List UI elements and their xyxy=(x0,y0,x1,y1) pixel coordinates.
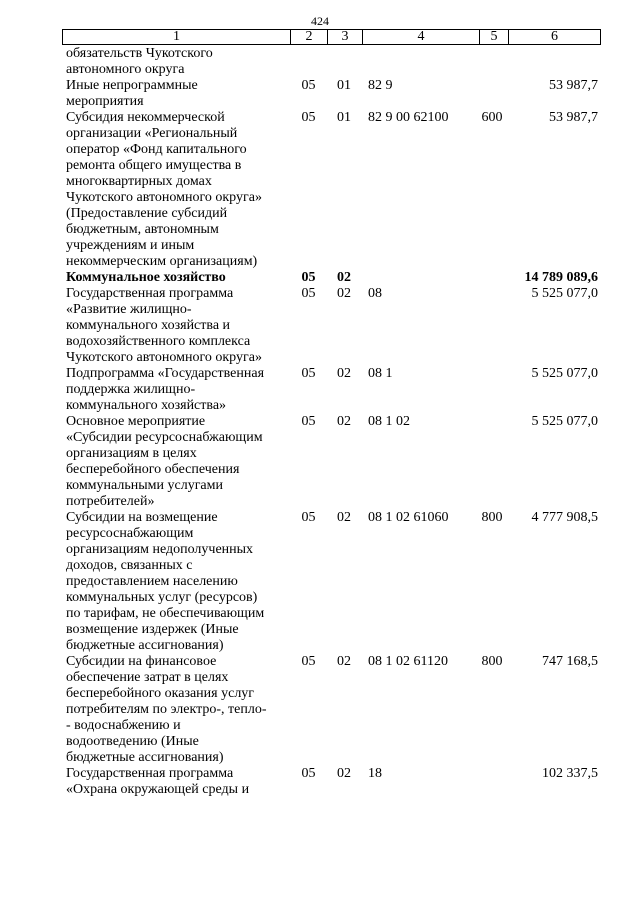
row-name-line: Коммунальное хозяйство xyxy=(66,270,226,285)
subsection-code: 02 xyxy=(337,366,351,381)
column-header-6: 6 xyxy=(551,29,558,44)
row-name-line: Субсидии на возмещение xyxy=(66,510,218,525)
column-header-3: 3 xyxy=(328,30,363,44)
table-row xyxy=(0,414,640,510)
target-article-code xyxy=(361,46,478,78)
target-article-code: 18 xyxy=(368,766,382,781)
amount: 102 337,5 xyxy=(542,766,598,781)
row-name-line: Субсидии на финансовое xyxy=(66,654,217,669)
section-code: 05 xyxy=(301,286,316,301)
row-name-line: организациям в целях xyxy=(66,446,197,461)
row-name-line: некоммерческим организациям) xyxy=(66,254,258,269)
row-name-cell xyxy=(66,46,290,78)
amount xyxy=(506,46,598,78)
section-code: 05 xyxy=(301,510,316,525)
target-article-code: 08 1 02 61060 xyxy=(368,510,449,525)
row-name-line: «Развитие жилищно- xyxy=(66,302,192,317)
row-name-line: оператор «Фонд капитального xyxy=(66,142,247,157)
subsection-code: 02 xyxy=(337,270,351,285)
row-name-line: доходов, связанных с xyxy=(66,558,193,573)
expense-type-code xyxy=(478,766,506,798)
table-header xyxy=(62,29,601,45)
row-name-cell xyxy=(66,510,290,654)
target-article-code: 82 9 xyxy=(368,78,393,93)
row-name-line: коммунальными услугами xyxy=(66,478,224,493)
amount: 5 525 077,0 xyxy=(531,286,598,301)
row-name-line: водоотведению (Иные xyxy=(66,734,199,749)
row-name-line: учреждениям и иным xyxy=(66,238,195,253)
row-name-line: потребителям по электро-, тепло- xyxy=(66,702,267,717)
subsection-code: 02 xyxy=(337,654,351,669)
target-article-code: 08 1 02 61120 xyxy=(368,654,448,669)
table-row xyxy=(0,46,640,78)
row-name-line: поддержка жилищно- xyxy=(66,382,196,397)
page-number: 424 xyxy=(311,14,329,28)
subsection-code: 02 xyxy=(337,286,351,301)
target-article-code: 08 1 xyxy=(368,366,393,381)
row-name-line: коммунального хозяйства и xyxy=(66,318,231,333)
row-name-line: организации «Региональный xyxy=(66,126,238,141)
row-name-line: ремонта общего имущества в xyxy=(66,158,242,173)
table-body xyxy=(0,46,640,798)
table-row xyxy=(0,766,640,798)
row-name-line: Чукотского автономного округа» xyxy=(66,350,262,365)
amount: 53 987,7 xyxy=(549,78,598,93)
row-name-line: обеспечение затрат в целях xyxy=(66,670,229,685)
section-code xyxy=(290,46,327,78)
row-name-line: Основное мероприятие xyxy=(66,414,206,429)
column-header-2: 2 xyxy=(291,30,328,44)
target-article-code: 82 9 00 62100 xyxy=(368,110,449,125)
amount: 5 525 077,0 xyxy=(531,414,598,429)
section-code: 05 xyxy=(301,766,316,781)
row-name-line: мероприятия xyxy=(66,94,144,109)
table-row xyxy=(0,270,640,286)
row-name-line: бесперебойного оказания услуг xyxy=(66,686,255,701)
amount: 4 777 908,5 xyxy=(531,510,598,525)
row-name-line: Чукотского автономного округа» xyxy=(66,190,262,205)
section-code: 05 xyxy=(301,654,316,669)
expense-type-code xyxy=(478,366,506,414)
row-name-line: предоставлением населению xyxy=(66,574,238,589)
row-name-line: «Субсидии ресурсоснабжающим xyxy=(66,430,263,445)
expense-type-code xyxy=(478,46,506,78)
section-code: 05 xyxy=(301,414,316,429)
amount: 14 789 089,6 xyxy=(524,270,598,285)
section-code: 05 xyxy=(301,78,316,93)
table-row xyxy=(0,78,640,110)
row-name-line: (Предоставление субсидий xyxy=(66,206,228,221)
row-name-line: ресурсоснабжающим xyxy=(66,526,194,541)
row-name-line: Государственная программа xyxy=(66,766,234,781)
column-header-4: 4 xyxy=(363,30,480,44)
expense-type-code: 800 xyxy=(481,654,503,669)
row-name-cell xyxy=(66,414,290,510)
row-name-line: Государственная программа xyxy=(66,286,234,301)
row-name-line: бюджетные ассигнования) xyxy=(66,750,224,765)
row-name-cell xyxy=(66,366,290,414)
table-row xyxy=(0,366,640,414)
table-row xyxy=(0,510,640,654)
row-name-cell xyxy=(66,270,290,286)
row-name-cell xyxy=(66,766,290,798)
row-name-line: многоквартирных домах xyxy=(66,174,212,189)
row-name-line: обязательств Чукотского xyxy=(66,46,213,61)
amount: 5 525 077,0 xyxy=(531,366,598,381)
row-name-cell xyxy=(66,110,290,270)
row-name-line: бюджетные ассигнования) xyxy=(66,638,224,653)
row-name-line: Иные непрограммные xyxy=(66,78,198,93)
subsection-code: 01 xyxy=(337,110,351,125)
row-name-line: бюджетным, автономным xyxy=(66,222,219,237)
row-name-line: коммунальных услуг (ресурсов) xyxy=(66,590,258,605)
column-header-5: 5 xyxy=(480,30,509,44)
table-row xyxy=(0,110,640,270)
expense-type-code xyxy=(478,78,506,110)
row-name-line: водохозяйственного комплекса xyxy=(66,334,251,349)
table-row xyxy=(0,286,640,366)
row-name-cell xyxy=(66,78,290,110)
section-code: 05 xyxy=(301,270,316,285)
row-name-cell xyxy=(66,286,290,366)
row-name-line: возмещение издержек (Иные xyxy=(66,622,239,637)
target-article-code: 08 1 02 xyxy=(368,414,410,429)
amount: 747 168,5 xyxy=(542,654,598,669)
row-name-line: Субсидия некоммерческой xyxy=(66,110,225,125)
row-name-line: потребителей» xyxy=(66,494,155,509)
row-name-line: коммунального хозяйства» xyxy=(66,398,227,413)
subsection-code: 01 xyxy=(337,78,351,93)
target-article-code xyxy=(361,270,478,286)
row-name-line: «Охрана окружающей среды и xyxy=(66,782,250,797)
row-name-line: по тарифам, не обеспечивающим xyxy=(66,606,265,621)
section-code: 05 xyxy=(301,110,316,125)
expense-type-code xyxy=(478,286,506,366)
expense-type-code xyxy=(478,270,506,286)
row-name-line: - водоснабжению и xyxy=(66,718,181,733)
table-row xyxy=(0,654,640,766)
row-name-cell xyxy=(66,654,290,766)
subsection-code xyxy=(327,46,361,78)
row-name-line: автономного округа xyxy=(66,62,185,77)
expense-type-code xyxy=(478,414,506,510)
subsection-code: 02 xyxy=(337,510,351,525)
target-article-code: 08 xyxy=(368,286,382,301)
row-name-line: бесперебойного обеспечения xyxy=(66,462,240,477)
column-header-1: 1 xyxy=(63,30,291,44)
amount: 53 987,7 xyxy=(549,110,598,125)
expense-type-code: 600 xyxy=(481,110,503,125)
row-name-line: Подпрограмма «Государственная xyxy=(66,366,265,381)
section-code: 05 xyxy=(301,366,316,381)
expense-type-code: 800 xyxy=(481,510,503,525)
subsection-code: 02 xyxy=(337,766,351,781)
subsection-code: 02 xyxy=(337,414,351,429)
row-name-line: организациям недополученных xyxy=(66,542,254,557)
